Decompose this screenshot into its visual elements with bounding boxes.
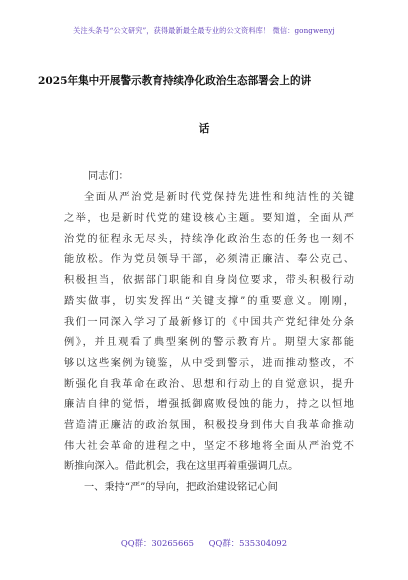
paragraph-line: 之举，也是新时代党的建设核心主题。要知道，全面从严: [64, 213, 354, 224]
header-promo-note: 关注头条号“公文研究”，获得最新最全最专业的公文资料库！ 微信：gongwenyj: [73, 26, 335, 35]
greeting: 同志们：: [88, 171, 129, 182]
paragraph-line: 踏实做事，切实发挥出“关键支撑”的重要意义。刚刚，: [64, 295, 354, 307]
paragraph-line: 断推向深入。借此机会，我在这里再着重强调几点。: [64, 461, 299, 473]
paragraph-line: 全面从严治党是新时代党保持先进性和纯洁性的关键: [84, 192, 354, 204]
document-body: [64, 167, 354, 499]
paragraph-line: 断强化自我革命在政治、思想和行动上的自觉意识，提升: [64, 378, 354, 390]
paragraph-line: 积极担当，依据部门职能和自身岗位要求，带头积极行动: [64, 275, 354, 287]
footer-qq-group-1: QQ群：30265665: [120, 538, 194, 548]
section-heading-1: 一、秉持“严”的导向，把政治建设铭记心间: [84, 482, 278, 494]
paragraph-line: 治党的征程永无尽头，持续净化政治生态的任务也一刻不: [64, 233, 354, 245]
document-title-line-2: 话: [198, 123, 210, 135]
paragraph-line: 能放松。作为党员领导干部，必须清正廉洁、奉公克己、: [64, 254, 354, 266]
paragraph-line: 营造清正廉洁的政治氛围，积极投身到伟大自我革命推动: [64, 420, 354, 432]
paragraph-line: 廉洁自律的觉悟，增强抵御腐败侵蚀的能力，持之以恒地: [64, 399, 354, 411]
footer-contact: [0, 537, 408, 549]
footer-qq-group-2: QQ群：535304092: [208, 538, 288, 548]
document-title-line-1: 2025年集中开展警示教育持续净化政治生态部署会上的讲: [38, 75, 312, 87]
paragraph-line: 够以这些案例为镜鉴，从中受到警示，进而推动整改，不: [64, 357, 354, 369]
paragraph-line: 例》，并且观看了典型案例的警示教育片。期望大家都能: [64, 337, 354, 349]
paragraph-line: 我们一同深入学习了最新修订的《中国共产党纪律处分条: [64, 316, 354, 328]
paragraph-line: 伟大社会革命的进程之中，坚定不移地将全面从严治党不: [64, 440, 354, 452]
opening-paragraph: [64, 188, 354, 478]
